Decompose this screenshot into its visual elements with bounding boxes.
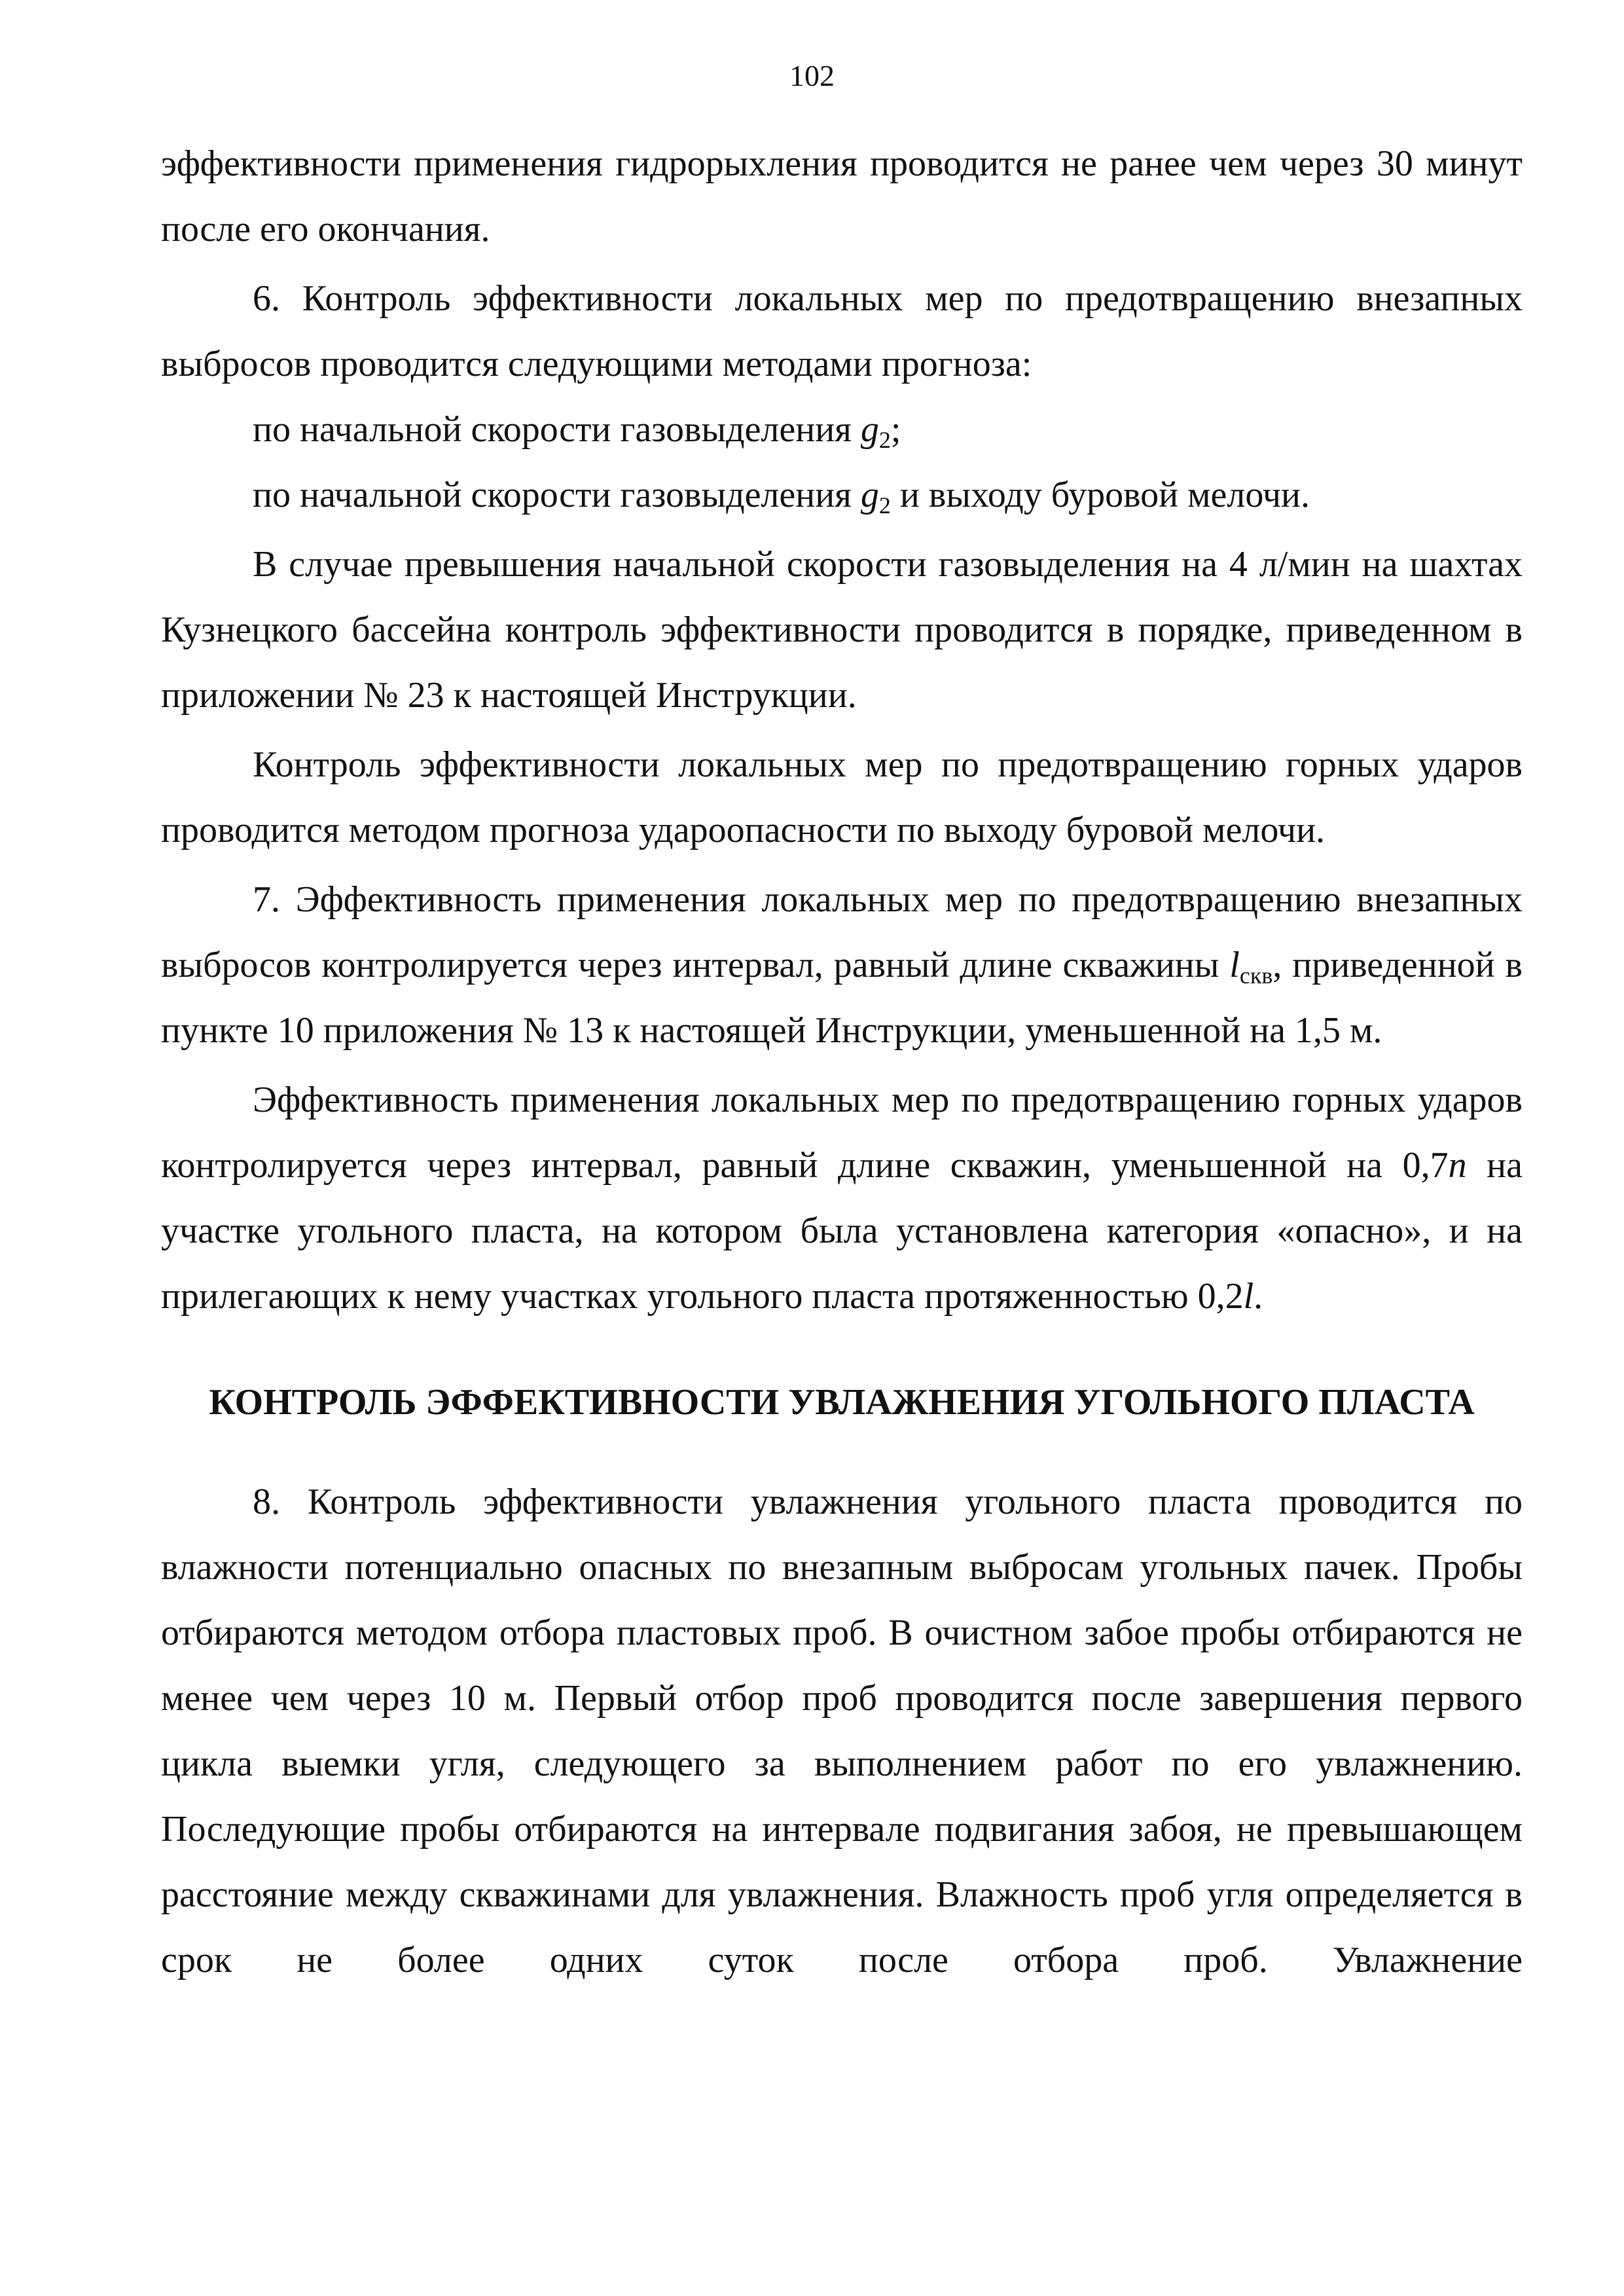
paragraph-effectiveness-part-a: Эффективность применения локальных мер по предотвращению горных ударов контролируется через интервал, равный длине скважин, уменьшенной на 0,7	[161, 1080, 1523, 1186]
formula-g: g	[860, 475, 879, 515]
body-text	[161, 131, 1523, 1993]
paragraph-kuzbass: В случае превышения начальной скорости газовыделения на 4 л/мин на шахтах Кузнецкого бассейна контроль эффективности проводится в порядке, приведенном в приложении № 23 к настоящей Инструкции.	[161, 544, 1523, 716]
method-item-2-text: по начальной скорости газовыделения	[253, 475, 861, 515]
formula-n: n	[1448, 1145, 1467, 1186]
formula-l-well: l	[1229, 945, 1240, 985]
paragraph-intro: эффективности применения гидрорыхления проводится не ранее чем через 30 минут после его окончания.	[161, 143, 1523, 249]
paragraph-effectiveness-end: .	[1254, 1276, 1263, 1317]
paragraph-effectiveness-part-b: на участке угольного пласта, на котором была установлена категория «опасно», и на прилегающих к нему участках угольного пласта протяженностью 0,2	[161, 1145, 1523, 1317]
method-item-2	[161, 462, 1523, 528]
formula-g-subscript: 2	[878, 427, 891, 453]
paragraph-7-part-b: , приведенной в пункте 10 приложения № 13 к настоящей Инструкции, уменьшенной на 1,5 м.	[161, 945, 1523, 1051]
page-number: 102	[789, 59, 835, 92]
formula-g: g	[860, 409, 879, 450]
paragraph-7-part-a: 7. Эффективность применения локальных мер по предотвращению внезапных выбросов контролируется через интервал, равный длине скважины	[161, 879, 1523, 985]
formula-g-subscript: 2	[878, 492, 891, 519]
paragraph-7	[161, 867, 1523, 1063]
paragraph-rockburst-effectiveness	[161, 1067, 1523, 1329]
paragraph-rockburst-control: Контроль эффективности локальных мер по предотвращению горных ударов проводится методом прогноза удароопасности по выходу буровой мелочи.	[161, 744, 1523, 850]
paragraph-8: 8. Контроль эффективности увлажнения угольного пласта проводится по влажности потенциально опасных по внезапным выбросам угольных пачек. Пробы отбираются методом отбора пластовых проб. В очистном забое пробы отбираются не менее чем через 10 м. Первый отбор проб проводится после завершения первого цикла выемки угля, следующего за выполнением работ по его увлажнению. Последующие пробы отбираются на интервале подвигания забоя, не превышающем расстояние между скважинами для увлажнения. Влажность проб угля определяется в срок не более одних суток после отбора проб. Увлажнение	[161, 1482, 1523, 1980]
formula-l: l	[1243, 1276, 1254, 1317]
formula-l-well-subscript: скв	[1239, 962, 1273, 989]
method-item-1-end: ;	[890, 409, 901, 450]
method-item-1	[161, 397, 1523, 462]
paragraph-6: 6. Контроль эффективности локальных мер по предотвращению внезапных выбросов проводится следующими методами прогноза:	[161, 278, 1523, 384]
method-item-1-text: по начальной скорости газовыделения	[253, 409, 861, 450]
section-heading: КОНТРОЛЬ ЭФФЕКТИВНОСТИ УВЛАЖНЕНИЯ УГОЛЬНОГО ПЛАСТА	[209, 1382, 1475, 1423]
method-item-2-end: и выходу буровой мелочи.	[890, 475, 1310, 515]
